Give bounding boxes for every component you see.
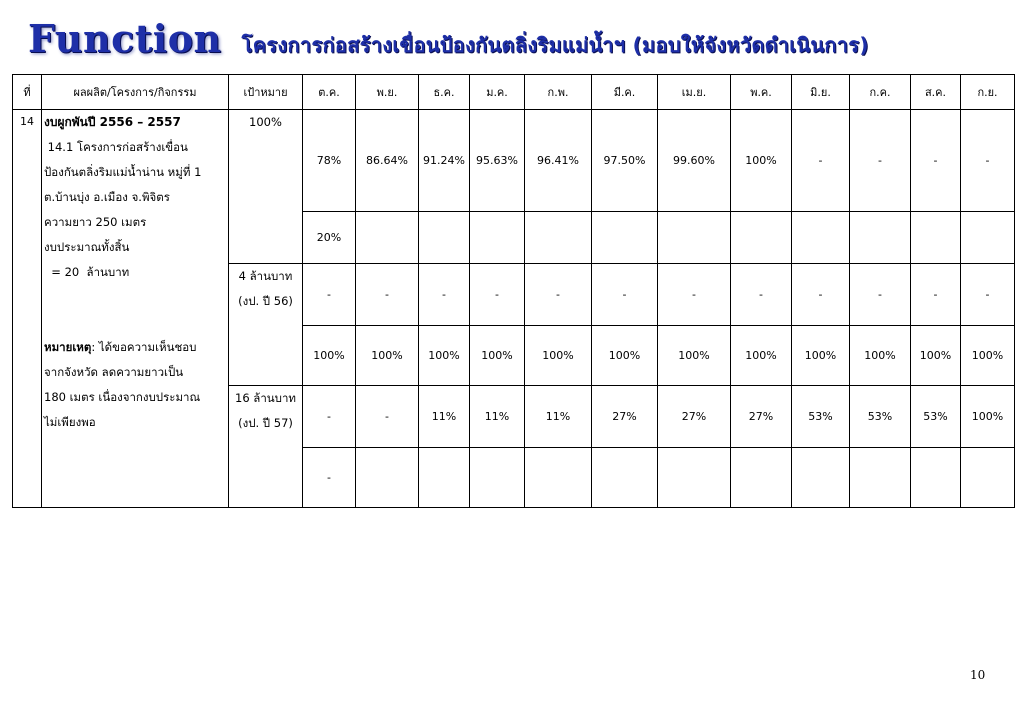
target-value: (งป. ปี 57) [238, 416, 293, 430]
month-cell: - [470, 264, 525, 326]
month-cell: 100% [850, 326, 911, 386]
month-cell [356, 448, 419, 508]
column-header: มิ.ย. [792, 75, 850, 110]
month-cell: - [303, 264, 356, 326]
item-number: 14 [13, 110, 42, 508]
month-cell [658, 448, 731, 508]
month-cell: 27% [592, 386, 658, 448]
project-description [42, 110, 229, 508]
month-cell: 86.64% [356, 110, 419, 212]
month-cell: 100% [356, 326, 419, 386]
month-cell: 11% [525, 386, 592, 448]
month-cell [592, 212, 658, 264]
column-header: พ.ย. [356, 75, 419, 110]
month-cell: 100% [792, 326, 850, 386]
month-cell: - [911, 110, 961, 212]
month-cell [792, 212, 850, 264]
month-cell: 100% [658, 326, 731, 386]
title-subtitle: โครงการก่อสร้างเขื่อนป้องกันตลิ่งริมแม่น้ำฯ (มอบให้จังหวัดดำเนินการ) [241, 33, 869, 57]
month-cell: 100% [592, 326, 658, 386]
target-value: (งป. ปี 56) [238, 294, 293, 308]
month-cell [731, 212, 792, 264]
desc-line: ต.บ้านบุ่ง อ.เมือง จ.พิจิตร [44, 190, 170, 204]
month-cell [961, 212, 1015, 264]
month-cell: - [911, 264, 961, 326]
month-cell: - [592, 264, 658, 326]
note-text: 180 เมตร เนื่องจากงบประมาณ [44, 390, 201, 404]
page-number: 10 [970, 668, 986, 682]
month-cell: - [961, 264, 1015, 326]
month-cell: 100% [911, 326, 961, 386]
month-cell: 100% [419, 326, 470, 386]
note-text: จากจังหวัด ลดความยาวเป็น [44, 365, 184, 379]
month-cell: 99.60% [658, 110, 731, 212]
target-value: 100% [249, 115, 282, 129]
column-header: ต.ค. [303, 75, 356, 110]
month-cell: 100% [961, 386, 1015, 448]
month-cell [356, 212, 419, 264]
month-cell [470, 448, 525, 508]
column-header: ก.ย. [961, 75, 1015, 110]
desc-heading: งบผูกพันปี 2556 – 2557 [44, 115, 181, 129]
month-cell [792, 448, 850, 508]
column-header: พ.ค. [731, 75, 792, 110]
month-cell [911, 448, 961, 508]
month-cell: 100% [961, 326, 1015, 386]
month-cell: 78% [303, 110, 356, 212]
target-value: 16 ล้านบาท [235, 391, 296, 405]
month-cell [525, 212, 592, 264]
month-cell: - [850, 110, 911, 212]
month-cell: 27% [731, 386, 792, 448]
month-cell [658, 212, 731, 264]
month-cell: 100% [470, 326, 525, 386]
desc-line: ป้องกันตลิ่งริมแม่น้ำน่าน หมู่ที่ 1 [44, 165, 202, 179]
month-cell: 53% [792, 386, 850, 448]
month-cell: 95.63% [470, 110, 525, 212]
month-cell: - [419, 264, 470, 326]
month-cell: 96.41% [525, 110, 592, 212]
note-text: : ได้ขอความเห็นชอบ [91, 340, 197, 354]
month-cell [419, 448, 470, 508]
month-cell: 27% [658, 386, 731, 448]
month-cell: - [356, 386, 419, 448]
note-label: หมายเหตุ [44, 340, 92, 354]
month-cell [731, 448, 792, 508]
month-cell [911, 212, 961, 264]
month-cell [470, 212, 525, 264]
month-cell: - [303, 386, 356, 448]
month-cell: 97.50% [592, 110, 658, 212]
month-cell: 11% [470, 386, 525, 448]
column-header: ผลผลิต/โครงการ/กิจกรรม [42, 75, 229, 110]
target-percent [229, 110, 303, 264]
month-cell: - [525, 264, 592, 326]
month-cell: 100% [303, 326, 356, 386]
column-header: ม.ค. [470, 75, 525, 110]
desc-line: ความยาว 250 เมตร [44, 215, 147, 229]
month-cell: 20% [303, 212, 356, 264]
month-cell: - [356, 264, 419, 326]
month-cell [961, 448, 1015, 508]
desc-line: 14.1 โครงการก่อสร้างเขื่อน [44, 140, 188, 154]
table-header-row [13, 75, 1015, 110]
column-header: มี.ค. [592, 75, 658, 110]
month-cell: - [850, 264, 911, 326]
table-row [13, 110, 1015, 212]
column-header: เป้าหมาย [229, 75, 303, 110]
desc-line: = 20 ล้านบาท [44, 265, 130, 279]
month-cell [592, 448, 658, 508]
month-cell: 11% [419, 386, 470, 448]
month-cell: 53% [850, 386, 911, 448]
month-cell [850, 448, 911, 508]
column-header: ธ.ค. [419, 75, 470, 110]
month-cell: - [792, 264, 850, 326]
month-cell [850, 212, 911, 264]
month-cell: - [731, 264, 792, 326]
month-cell [419, 212, 470, 264]
month-cell: 100% [731, 326, 792, 386]
column-header: ก.ค. [850, 75, 911, 110]
month-cell [525, 448, 592, 508]
target-value: 4 ล้านบาท [238, 269, 293, 283]
target-budget-57 [229, 386, 303, 508]
month-cell: - [792, 110, 850, 212]
month-cell: - [961, 110, 1015, 212]
month-cell: 100% [731, 110, 792, 212]
month-cell: 100% [525, 326, 592, 386]
title-main: Function [28, 16, 222, 61]
column-header: ก.พ. [525, 75, 592, 110]
column-header: เม.ย. [658, 75, 731, 110]
month-cell: 53% [911, 386, 961, 448]
progress-table [12, 74, 1015, 508]
desc-line: งบประมาณทั้งสิ้น [44, 240, 130, 254]
month-cell: - [303, 448, 356, 508]
column-header: ที่ [13, 75, 42, 110]
note-text: ไม่เพียงพอ [44, 415, 96, 429]
page-title [28, 16, 869, 64]
target-budget-56 [229, 264, 303, 386]
column-header: ส.ค. [911, 75, 961, 110]
month-cell: 91.24% [419, 110, 470, 212]
month-cell: - [658, 264, 731, 326]
